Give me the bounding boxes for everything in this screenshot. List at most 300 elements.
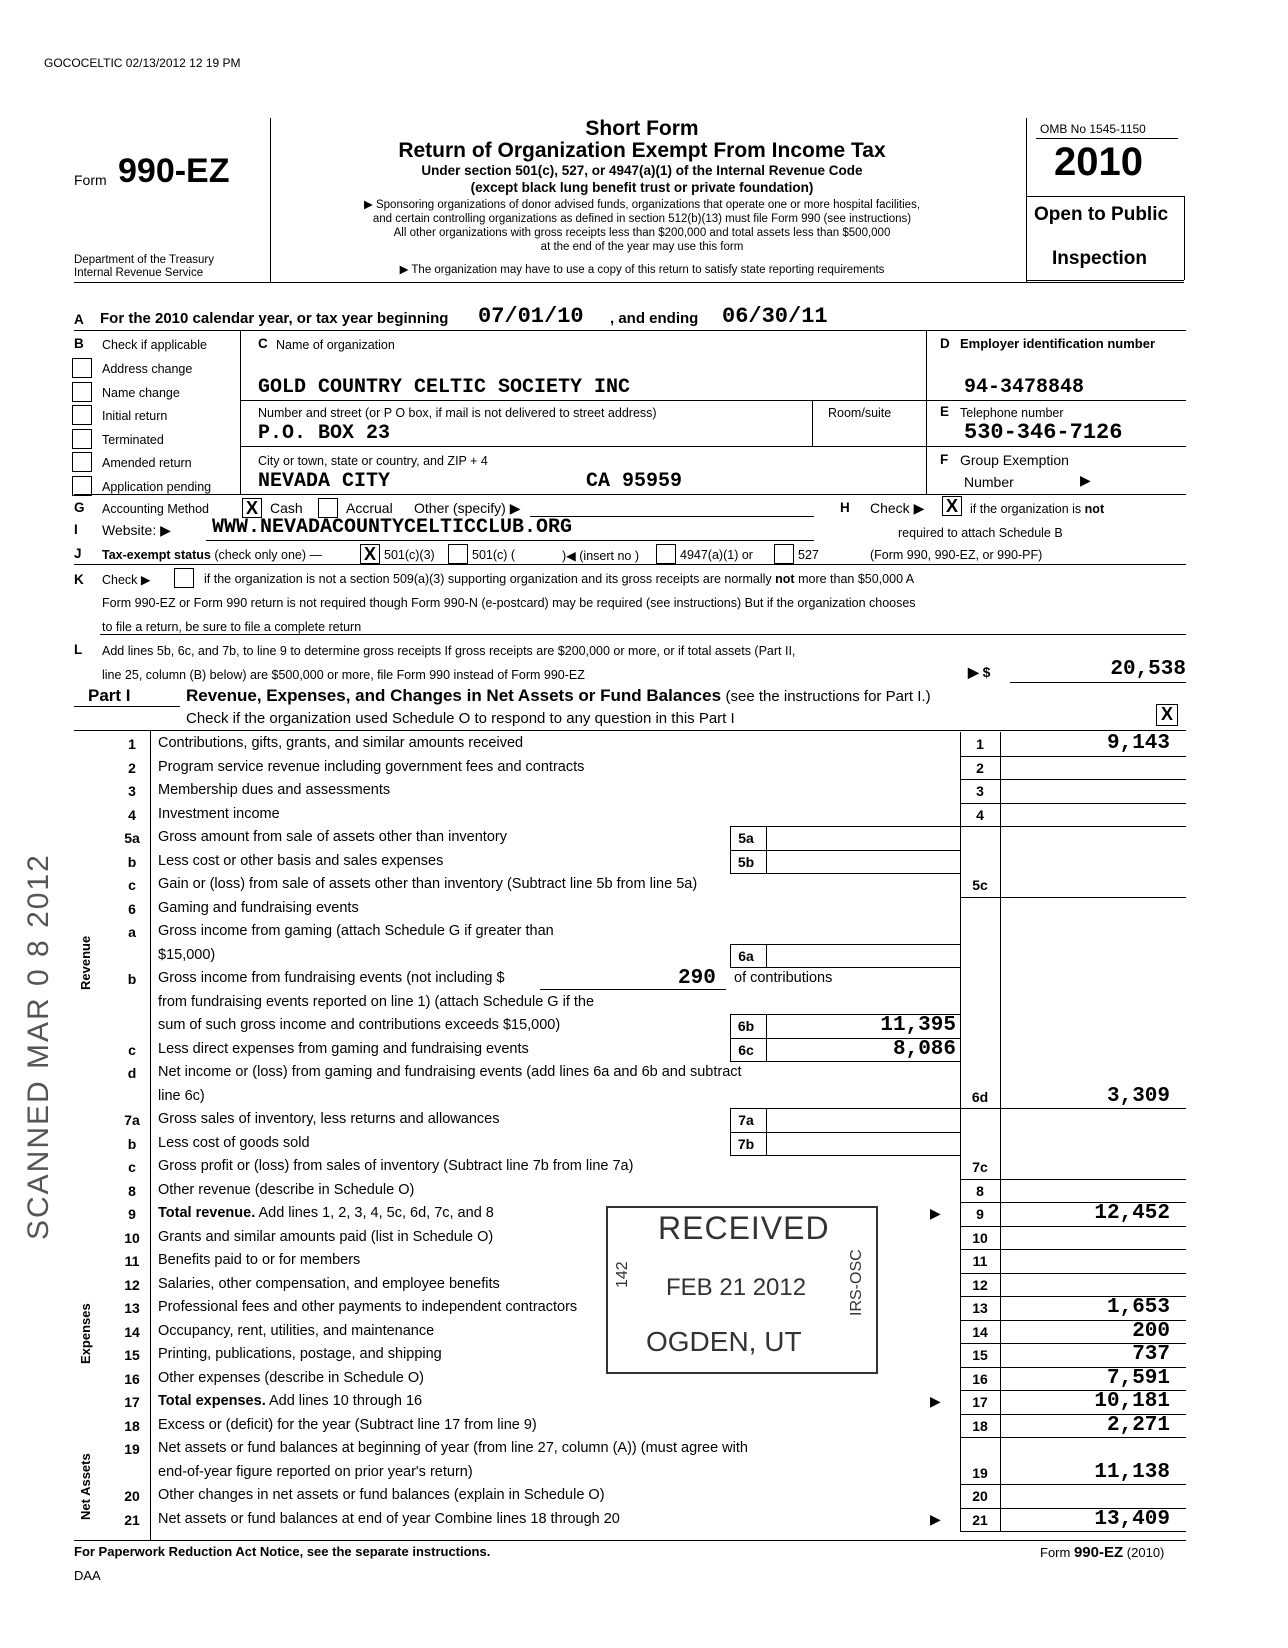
line-number: 8 <box>128 1182 136 1199</box>
schedule-o-check-text: Check if the organization used Schedule O to respond to any question in this Part I <box>186 710 735 727</box>
box-col-left <box>960 1132 961 1156</box>
line-description-bold: Total revenue. <box>158 1205 256 1221</box>
line-description: Gain or (loss) from sale of assets other than inventory (Subtract line 5b from line 5a) <box>158 876 698 892</box>
amount-box-label: 16 <box>972 1370 988 1387</box>
dept-line-1: Department of the Treasury <box>74 254 214 266</box>
website-value: WWW.NEVADACOUNTYCELTICCLUB.ORG <box>212 516 573 539</box>
amount-box-bottom <box>960 756 1186 757</box>
inner-box-label: 6c <box>738 1041 754 1058</box>
section-b-letter: B <box>74 336 84 351</box>
line-h-not: not <box>1084 502 1105 516</box>
stamp-side-left: 142 <box>614 1261 631 1288</box>
inner-box-top <box>730 944 960 945</box>
line-number: 4 <box>128 806 136 823</box>
amount-box-label: 3 <box>976 783 984 799</box>
box-col-sep <box>1000 1108 1001 1132</box>
line-number: 16 <box>124 1370 140 1387</box>
amount-box-label: 2 <box>976 759 984 776</box>
amount-box-label: 13 <box>972 1300 988 1316</box>
line-number: 19 <box>124 1441 140 1457</box>
section-e-letter: E <box>940 404 950 419</box>
box-col-left <box>960 1061 961 1085</box>
tax-year-end: 06/30/11 <box>722 304 828 329</box>
amount-box-label: 8 <box>976 1182 984 1199</box>
dept-line-2: Internal Revenue Service <box>74 267 204 279</box>
amount-box-label: 21 <box>972 1511 988 1528</box>
box-col-left <box>960 1484 961 1508</box>
inner-box-left <box>730 1108 731 1132</box>
line-h-text-3: (Form 990, 990-EZ, or 990-PF) <box>870 548 1043 562</box>
line-description: Gross amount from sale of assets other than inventory <box>158 829 507 845</box>
amount-box-bottom <box>960 1108 1186 1109</box>
box-col-sep <box>1000 1038 1001 1062</box>
amount-box-bottom <box>960 826 1186 827</box>
group-exemption-label: Group Exemption <box>960 452 1069 468</box>
box-col-left <box>960 1038 961 1062</box>
line-arrow: ▶ <box>930 1510 941 1527</box>
line-description-rest: Add lines 1, 2, 3, 4, 5c, 6d, 7c, and 8 <box>258 1205 494 1221</box>
amount-box-label: 4 <box>976 806 984 823</box>
footer-form-number: 990-EZ <box>1073 1544 1124 1561</box>
section-b-item-label: Name change <box>102 385 180 400</box>
line-k-letter: K <box>74 572 84 587</box>
tax-exempt-status-label <box>102 548 322 562</box>
city: NEVADA CITY <box>258 470 391 493</box>
street-label: Number and street (or P O box, if mail is not delivered to street address) <box>258 406 657 420</box>
footer-daa: DAA <box>74 1568 101 1583</box>
amount-value: 200 <box>1132 1319 1170 1343</box>
line-number: c <box>128 877 136 893</box>
line-a-and-ending: , and ending <box>610 310 699 327</box>
section-b-item-label: Terminated <box>102 432 164 447</box>
box-col-left <box>960 826 961 850</box>
amount-box-bottom <box>960 1484 1186 1485</box>
amount-box-label: 7c <box>972 1159 988 1175</box>
footer-form-id <box>1040 1544 1164 1561</box>
state-zip: CA 95959 <box>586 470 683 493</box>
line-h-text-2: required to attach Schedule B <box>898 526 1063 540</box>
line-description: Gross profit or (loss) from sales of inventory (Subtract line 7b from line 7a) <box>158 1158 634 1174</box>
line-description: sum of such gross income and contributions exceeds $15,000) <box>158 1017 561 1033</box>
box-col-left <box>960 1390 961 1414</box>
527-checkbox[interactable] <box>774 544 794 564</box>
street-address: P.O. BOX 23 <box>258 422 391 445</box>
amount-box-bottom <box>960 1226 1186 1227</box>
inner-box-label: 5a <box>738 830 754 846</box>
line-number: 18 <box>124 1417 140 1434</box>
amount-box-label: 15 <box>972 1347 988 1363</box>
box-col-left <box>960 1437 961 1461</box>
line-description: Gaming and fundraising events <box>158 899 359 916</box>
line-number: b <box>127 971 137 987</box>
inner-box-sep <box>766 826 767 850</box>
schedule-o-checkbox[interactable]: X <box>1156 704 1178 726</box>
amount-value: 3,309 <box>1106 1084 1170 1108</box>
amount-box-bottom <box>960 1531 1186 1532</box>
org-name-label: Name of organization <box>276 338 395 352</box>
side-label-expenses: Expenses <box>78 1303 93 1364</box>
line-number: 21 <box>124 1511 140 1528</box>
501c-insert-label: )◀ (insert no ) <box>562 549 639 563</box>
box-col-left <box>960 873 961 897</box>
inner-box-sep <box>766 1014 767 1038</box>
section-b-item-label: Address change <box>102 362 193 376</box>
box-col-sep <box>1000 1273 1001 1297</box>
line-l-text-1: Add lines 5b, 6c, and 7b, to line 9 to determine gross receipts If gross receipts are $200,000 or more, or if total assets (Part II, <box>102 644 796 658</box>
box-col-left <box>960 1414 961 1438</box>
box-col-left <box>960 1320 961 1344</box>
ein-value: 94-3478848 <box>964 376 1085 399</box>
cash-label: Cash <box>270 500 303 516</box>
box-col-left <box>960 779 961 803</box>
amount-box-bottom <box>960 803 1186 804</box>
inner-box-amount: 11,395 <box>880 1014 956 1037</box>
section-b-checkbox[interactable] <box>72 476 92 496</box>
box-col-sep <box>1000 1296 1001 1320</box>
line-description: Occupancy, rent, utilities, and maintenance <box>158 1322 435 1339</box>
side-label-net-assets: Net Assets <box>78 1453 93 1520</box>
box-col-left <box>960 732 961 756</box>
box-col-left <box>960 991 961 1015</box>
box-col-sep <box>1000 944 1001 968</box>
line-description: $15,000) <box>158 946 216 963</box>
line-l-letter: L <box>74 642 83 657</box>
line-description: end-of-year figure reported on prior year's return) <box>158 1463 473 1480</box>
box-col-left <box>960 944 961 968</box>
amount-box-bottom <box>960 779 1186 780</box>
section-b-item-label: Initial return <box>102 409 168 423</box>
line-number: 5a <box>124 830 140 846</box>
phone-label: Telephone number <box>960 406 1064 420</box>
line-number: c <box>128 1041 136 1058</box>
box-col-sep <box>1000 1085 1001 1109</box>
inner-box-label: 6a <box>738 947 754 964</box>
footer-form-word: Form <box>1040 1545 1071 1560</box>
amount-box-label: 9 <box>976 1206 984 1222</box>
line-number: 10 <box>124 1229 140 1246</box>
group-exemption-arrow: ▶ <box>1080 472 1091 488</box>
line-description: Salaries, other compensation, and employee benefits <box>158 1275 500 1292</box>
form-word: Form <box>74 172 107 188</box>
line-k-text-1c: more than $50,000 A <box>798 572 915 586</box>
amount-value: 7,591 <box>1106 1366 1170 1390</box>
box-col-left <box>960 756 961 780</box>
line-description: Contributions, gifts, grants, and similar amounts received <box>158 735 524 751</box>
box-col-sep <box>1000 779 1001 803</box>
box-col-left <box>960 1085 961 1109</box>
omb-number: OMB No 1545-1150 <box>1040 122 1146 136</box>
inner-box-top <box>730 1014 960 1015</box>
phone-value: 530-346-7126 <box>964 420 1123 445</box>
line-description: Less cost or other basis and sales expenses <box>158 852 444 869</box>
section-c-letter: C <box>258 336 268 351</box>
line-number: 13 <box>124 1300 140 1316</box>
tax-year-begin: 07/01/10 <box>478 304 584 329</box>
section-b-item-label: Amended return <box>102 456 192 470</box>
header-note-3: All other organizations with gross receipts less than $200,000 and total assets less than $500,000 <box>393 227 891 239</box>
box-col-left <box>960 920 961 944</box>
box-col-sep <box>1000 1202 1001 1226</box>
inner-box-left <box>730 826 731 850</box>
line-description: Program service revenue including government fees and contracts <box>158 758 585 775</box>
line-description: Gross sales of inventory, less returns and allowances <box>158 1111 500 1127</box>
box-col-sep <box>1000 756 1001 780</box>
line-k-checkbox[interactable] <box>174 568 194 588</box>
501c3-label: 501(c)(3) <box>384 548 435 562</box>
inner-box-left <box>730 1132 731 1156</box>
line-h-check: Check ▶ <box>870 500 925 516</box>
stamp-place: OGDEN, UT <box>646 1326 802 1357</box>
received-stamp <box>606 1206 878 1374</box>
box-col-left <box>960 1179 961 1203</box>
box-col-left <box>960 1461 961 1485</box>
amount-value: 2,271 <box>1106 1413 1170 1437</box>
line-k-not: not <box>775 572 795 586</box>
box-col-sep <box>1000 1390 1001 1414</box>
amount-box-label: 19 <box>972 1464 988 1481</box>
box-col-left <box>960 1296 961 1320</box>
inner-box-sep <box>766 944 767 968</box>
contributions-amount: 290 <box>678 967 716 990</box>
section-b-checkbox[interactable] <box>72 358 92 378</box>
amount-box-label: 12 <box>972 1276 988 1293</box>
section-d-letter: D <box>940 336 950 351</box>
line-description: Less cost of goods sold <box>158 1134 310 1151</box>
cash-checkbox[interactable]: X <box>242 498 262 518</box>
box-col-left <box>960 1249 961 1273</box>
side-label-revenue: Revenue <box>78 935 93 990</box>
ein-label: Employer identification number <box>960 336 1156 351</box>
scanned-stamp: SCANNED MAR 0 8 2012 <box>22 853 55 1240</box>
inner-box-sep <box>766 1132 767 1156</box>
section-b-checkbox[interactable] <box>72 382 92 402</box>
amount-box-label: 11 <box>972 1253 988 1269</box>
form-subtitle-1: Under section 501(c), 527, or 4947(a)(1) of the Internal Revenue Code <box>421 163 863 178</box>
line-k-text-1a: if the organization is not a section 509(a)(3) supporting organization and its gross receipts are normally <box>204 572 772 586</box>
box-col-sep <box>1000 920 1001 944</box>
section-b-checkbox[interactable] <box>72 405 92 425</box>
box-col-sep <box>1000 1484 1001 1508</box>
box-col-left <box>960 1273 961 1297</box>
line-description: Excess or (deficit) for the year (Subtract line 17 from line 9) <box>158 1416 537 1433</box>
inner-box-top <box>730 1132 960 1133</box>
box-col-sep <box>1000 803 1001 827</box>
line-description: Less direct expenses from gaming and fundraising events <box>158 1040 529 1057</box>
line-j-letter: J <box>74 546 82 561</box>
amount-box-label: 14 <box>972 1323 988 1340</box>
tax-exempt-status-bold: Tax-exempt status <box>102 548 211 562</box>
box-col-sep <box>1000 1367 1001 1391</box>
line-number: 3 <box>128 783 136 799</box>
line-description: Gross income from fundraising events (not including $ <box>158 970 505 986</box>
line-i-letter: I <box>74 522 78 537</box>
part-1-title-text: Revenue, Expenses, and Changes in Net Assets or Fund Balances <box>186 686 722 705</box>
inner-box-label: 7a <box>738 1112 754 1128</box>
box-col-sep <box>1000 1343 1001 1367</box>
line-number: 20 <box>124 1488 140 1504</box>
amount-box-label: 10 <box>972 1229 988 1246</box>
city-label: City or town, state or country, and ZIP + 4 <box>258 454 488 468</box>
box-col-left <box>960 1202 961 1226</box>
line-description: Other revenue (describe in Schedule O) <box>158 1181 415 1198</box>
header-note-5: ▶ The organization may have to use a copy of this return to satisfy state reporting requirements <box>399 264 885 276</box>
line-number: 15 <box>124 1347 140 1363</box>
line-description: Benefits paid to or for members <box>158 1252 361 1268</box>
inner-box-sep <box>766 1038 767 1062</box>
501c-label: 501(c) ( <box>472 548 516 562</box>
line-k-text-2: Form 990-EZ or Form 990 return is not required though Form 990-N (e-postcard) may be required (see instructions) But if the organization chooses <box>102 596 916 610</box>
box-col-sep <box>1000 1061 1001 1085</box>
amount-box-label: 17 <box>972 1394 988 1410</box>
department-label <box>74 254 214 280</box>
stamp-date: FEB 21 2012 <box>666 1274 807 1301</box>
line-g-letter: G <box>74 500 85 515</box>
line-description: Investment income <box>158 805 280 822</box>
schedule-b-checkbox[interactable]: X <box>942 496 962 516</box>
box-col-left <box>960 967 961 991</box>
box-col-left <box>960 1108 961 1132</box>
form-subtitle-2: (except black lung benefit trust or private foundation) <box>470 180 814 195</box>
line-arrow: ▶ <box>930 1393 941 1409</box>
amount-box-label: 1 <box>976 736 984 752</box>
box-col-sep <box>1000 1179 1001 1203</box>
box-col-sep <box>1000 967 1001 991</box>
open-to-public: Open to Public <box>1034 204 1169 225</box>
line-k-text-1 <box>204 572 914 586</box>
line-number: b <box>127 853 137 870</box>
header-note-1: ▶ Sponsoring organizations of donor advised funds, organizations that operate one or more hospital facilities, <box>363 199 921 211</box>
line-description <box>158 1205 494 1221</box>
amount-value: 10,181 <box>1094 1390 1170 1413</box>
4947-label: 4947(a)(1) or <box>680 548 753 562</box>
line-description: Printing, publications, postage, and shipping <box>158 1346 442 1362</box>
amount-box-bottom <box>960 1437 1186 1438</box>
section-b-checkbox[interactable] <box>72 452 92 472</box>
tax-exempt-status-note: (check only one) — <box>214 548 323 562</box>
amount-value: 737 <box>1132 1343 1170 1366</box>
box-col-sep <box>1000 991 1001 1015</box>
inner-box-label: 6b <box>737 1018 755 1034</box>
line-number: 12 <box>124 1276 140 1293</box>
part-1-title <box>186 686 931 706</box>
header-note-4: at the end of the year may use this form <box>540 241 744 253</box>
box-col-sep <box>1000 897 1001 921</box>
line-description: from fundraising events reported on line 1) (attach Schedule G if the <box>158 993 595 1010</box>
gross-receipts-value: 20,538 <box>1110 658 1186 681</box>
inner-box-bottom <box>730 873 960 874</box>
line-number: b <box>127 1135 137 1152</box>
footer-form-year: (2010) <box>1126 1545 1165 1560</box>
box-col-left <box>960 1367 961 1391</box>
amount-box-label: 20 <box>972 1488 988 1504</box>
footer-paperwork-notice: For Paperwork Reduction Act Notice, see the separate instructions. <box>74 1544 491 1559</box>
line-description: Gross income from gaming (attach Schedule G if greater than <box>158 923 554 939</box>
amount-box-label: 6d <box>971 1088 989 1105</box>
header-notes <box>272 198 1012 254</box>
section-b-checkbox[interactable] <box>72 429 92 449</box>
part-1-title-note: (see the instructions for Part I.) <box>725 688 931 705</box>
line-number: 2 <box>128 759 136 776</box>
amount-box-label: 5c <box>972 877 988 893</box>
stamp-received: RECEIVED <box>658 1210 830 1246</box>
inner-box-top <box>730 826 960 827</box>
amount-box-label: 18 <box>972 1417 988 1434</box>
line-l-arrow: ▶ $ <box>968 664 991 680</box>
line-description: Membership dues and assessments <box>158 782 391 798</box>
part-1-label: Part I <box>88 686 131 705</box>
form-title-short: Short Form <box>585 117 699 140</box>
form-title: Return of Organization Exempt From Income Tax <box>398 139 886 162</box>
527-label: 527 <box>798 548 819 562</box>
org-name: GOLD COUNTRY CELTIC SOCIETY INC <box>258 376 631 399</box>
group-exemption-number-label: Number <box>964 474 1014 490</box>
line-description: Net assets or fund balances at end of year Combine lines 18 through 20 <box>158 1510 620 1527</box>
line-description: Net assets or fund balances at beginning of year (from line 27, column (A)) (must agree with <box>158 1440 748 1456</box>
stamp-side-right: IRS-OSC <box>848 1249 865 1316</box>
line-h-text-1 <box>970 502 1104 516</box>
contributions-label: of contributions <box>734 970 833 986</box>
inner-box-top <box>730 1108 960 1109</box>
amount-value: 1,653 <box>1106 1296 1170 1319</box>
inner-box-left <box>730 1038 731 1062</box>
line-description: Grants and similar amounts paid (list in Schedule O) <box>158 1228 494 1245</box>
inner-box-amount: 8,086 <box>892 1037 956 1061</box>
box-col-left <box>960 803 961 827</box>
line-number: c <box>128 1159 136 1175</box>
inner-box-left <box>730 944 731 968</box>
box-col-sep <box>1000 1249 1001 1273</box>
inner-box-left <box>730 1014 731 1038</box>
line-a-text: For the 2010 calendar year, or tax year beginning <box>100 310 449 327</box>
line-l-text-2: line 25, column (B) below) are $500,000 or more, file Form 990 instead of Form 990-EZ <box>102 668 585 682</box>
line-number: 7a <box>124 1112 140 1128</box>
inner-box-top <box>730 1038 960 1039</box>
inner-box-left <box>730 850 731 874</box>
501c-checkbox[interactable] <box>448 544 468 564</box>
accrual-label: Accrual <box>346 500 393 516</box>
box-col-sep <box>1000 732 1001 756</box>
box-col-sep <box>1000 1014 1001 1038</box>
line-description: line 6c) <box>158 1087 205 1104</box>
amount-box-bottom <box>960 1249 1186 1250</box>
box-col-sep <box>1000 1226 1001 1250</box>
section-f-letter: F <box>940 452 949 467</box>
box-col-left <box>960 1226 961 1250</box>
line-number: a <box>128 924 136 940</box>
inner-box-label: 7b <box>737 1135 755 1152</box>
501c3-checkbox[interactable]: X <box>360 544 380 564</box>
line-description: Professional fees and other payments to independent contractors <box>158 1299 578 1315</box>
section-b-item-label: Application pending <box>102 479 212 494</box>
line-number: 9 <box>128 1206 136 1222</box>
line-number: 17 <box>124 1394 140 1410</box>
amount-value: 9,143 <box>1106 732 1170 755</box>
box-col-sep <box>1000 1437 1001 1461</box>
line-description-rest: Add lines 10 through 16 <box>268 1393 423 1409</box>
box-col-sep <box>1000 1320 1001 1344</box>
box-col-sep <box>1000 1508 1001 1532</box>
inner-box-sep <box>766 850 767 874</box>
inner-box-bottom <box>730 1155 960 1156</box>
line-arrow: ▶ <box>930 1205 941 1221</box>
line-number: 1 <box>128 736 136 752</box>
inspection-label: Inspection <box>1052 248 1148 269</box>
box-col-sep <box>1000 1155 1001 1179</box>
line-h-text-1a: if the organization is <box>970 502 1082 516</box>
inner-box-bottom <box>730 1061 960 1062</box>
4947-checkbox[interactable] <box>656 544 676 564</box>
accrual-checkbox[interactable] <box>318 498 338 518</box>
